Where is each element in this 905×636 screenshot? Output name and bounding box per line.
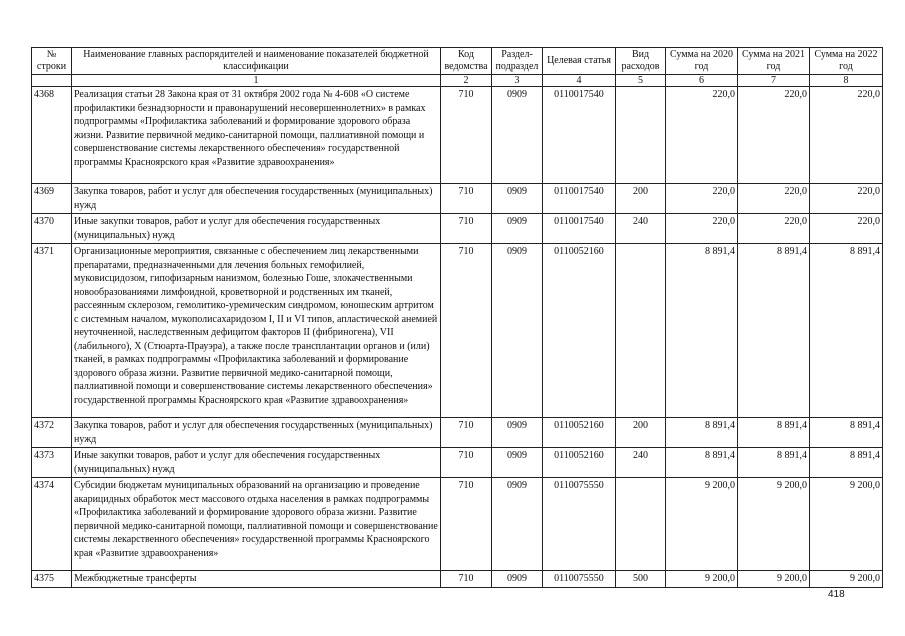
row-name: Иные закупки товаров, работ и услуг для обеспечения государственных (муниципальных) нужд <box>72 448 441 478</box>
header-name: Наименование главных распорядителей и наименование показателей бюджетной классификации <box>72 48 441 75</box>
row-number: 4372 <box>32 418 72 448</box>
row-amount-2021: 8 891,4 <box>738 244 810 418</box>
row-dept-code: 710 <box>441 448 492 478</box>
column-number: 3 <box>492 75 543 87</box>
row-target-article: 0110075550 <box>543 478 616 571</box>
row-amount-2020: 220,0 <box>666 214 738 244</box>
row-dept-code: 710 <box>441 418 492 448</box>
column-number <box>32 75 72 87</box>
row-amount-2021: 9 200,0 <box>738 571 810 588</box>
row-section: 0909 <box>492 448 543 478</box>
row-expense-kind: 200 <box>616 184 666 214</box>
header-row <box>32 48 883 75</box>
column-number: 6 <box>666 75 738 87</box>
row-expense-kind <box>616 244 666 418</box>
row-amount-2022: 220,0 <box>810 214 883 244</box>
row-target-article: 0110052160 <box>543 418 616 448</box>
row-section: 0909 <box>492 214 543 244</box>
row-section: 0909 <box>492 418 543 448</box>
row-dept-code: 710 <box>441 214 492 244</box>
row-section: 0909 <box>492 478 543 571</box>
table-row <box>32 214 883 244</box>
header-amount-2022: Сумма на 2022 год <box>810 48 883 75</box>
row-section: 0909 <box>492 571 543 588</box>
row-name: Закупка товаров, работ и услуг для обеспечения государственных (муниципальных) нужд <box>72 184 441 214</box>
row-amount-2020: 220,0 <box>666 184 738 214</box>
column-number: 7 <box>738 75 810 87</box>
row-expense-kind <box>616 87 666 184</box>
row-number: 4373 <box>32 448 72 478</box>
row-dept-code: 710 <box>441 478 492 571</box>
row-name: Реализация статьи 28 Закона края от 31 октября 2002 года № 4-608 «О системе профилактики безнадзорности и правонарушений несовершеннолетних» в рамках подпрограммы «Профилактика заболеваний и формирование здорового образа жизни. Развитие первичной медико-санитарной помощи, паллиативной помощи и совершенствование системы лекарственного обеспечения» государственной программы Красноярского края «Развитие здравоохранения» <box>72 87 441 184</box>
row-name: Межбюджетные трансферты <box>72 571 441 588</box>
row-target-article: 0110017540 <box>543 214 616 244</box>
row-name: Субсидии бюджетам муниципальных образований на организацию и проведение акарицидных обработок мест массового отдыха населения в рамках подпрограммы «Профилактика заболеваний и формирование здорового образа жизни. Развитие первичной медико-санитарной помощи, паллиативной помощи и совершенствование системы лекарственного обеспечения» государственной программы Красноярского края «Развитие здравоохранения» <box>72 478 441 571</box>
row-number: 4368 <box>32 87 72 184</box>
page-number: 418 <box>828 589 845 600</box>
row-amount-2021: 9 200,0 <box>738 478 810 571</box>
row-expense-kind: 200 <box>616 418 666 448</box>
row-dept-code: 710 <box>441 87 492 184</box>
table-row <box>32 87 883 184</box>
row-amount-2021: 220,0 <box>738 87 810 184</box>
row-name: Организационные мероприятия, связанные с обеспечением лиц лекарственными препаратами, предназначенными для лечения больных гемофилией, муковисцидозом, гипофизарным нанизмом, болезнью Гоше, злокачественными новообразованиями лимфоидной, кроветворной и родственных им тканей, рассеянным склерозом, гемолитико-уремическим синдромом, юношеским артритом с системным началом, мукополисахаридозом I, II и VI типов, апластической анемией неуточненной, наследственным дефицитом факторов II (фибриногена), VII (лабильного), X (Стюарта-Прауэра), а также после трансплантации органов и (или) тканей, в рамках подпрограммы «Профилактика заболеваний и формирование здорового образа жизни. Развитие первичной медико-санитарной помощи, паллиативной помощи и совершенствование системы лекарственного обеспечения» государственной программы Красноярского края «Развитие здравоохранения» <box>72 244 441 418</box>
row-amount-2020: 9 200,0 <box>666 478 738 571</box>
row-target-article: 0110075550 <box>543 571 616 588</box>
header-expense-kind: Вид расходов <box>616 48 666 75</box>
row-target-article: 0110052160 <box>543 448 616 478</box>
header-section: Раздел-подраздел <box>492 48 543 75</box>
row-section: 0909 <box>492 184 543 214</box>
row-section: 0909 <box>492 87 543 184</box>
row-expense-kind: 240 <box>616 448 666 478</box>
table-row <box>32 184 883 214</box>
row-amount-2022: 9 200,0 <box>810 478 883 571</box>
row-dept-code: 710 <box>441 184 492 214</box>
row-expense-kind: 240 <box>616 214 666 244</box>
row-section: 0909 <box>492 244 543 418</box>
column-number: 1 <box>72 75 441 87</box>
header-target-article: Целевая статья <box>543 48 616 75</box>
row-dept-code: 710 <box>441 244 492 418</box>
row-amount-2021: 220,0 <box>738 214 810 244</box>
row-amount-2022: 8 891,4 <box>810 418 883 448</box>
row-expense-kind: 500 <box>616 571 666 588</box>
budget-table <box>31 47 883 588</box>
row-number: 4375 <box>32 571 72 588</box>
row-number: 4371 <box>32 244 72 418</box>
table-row <box>32 244 883 418</box>
row-amount-2020: 8 891,4 <box>666 244 738 418</box>
row-amount-2020: 220,0 <box>666 87 738 184</box>
row-amount-2021: 220,0 <box>738 184 810 214</box>
column-number: 2 <box>441 75 492 87</box>
row-amount-2022: 220,0 <box>810 184 883 214</box>
row-number: 4369 <box>32 184 72 214</box>
row-target-article: 0110017540 <box>543 87 616 184</box>
row-amount-2021: 8 891,4 <box>738 448 810 478</box>
table-row <box>32 448 883 478</box>
row-amount-2020: 8 891,4 <box>666 418 738 448</box>
row-amount-2020: 8 891,4 <box>666 448 738 478</box>
row-amount-2020: 9 200,0 <box>666 571 738 588</box>
column-number: 4 <box>543 75 616 87</box>
header-amount-2020: Сумма на 2020 год <box>666 48 738 75</box>
row-target-article: 0110017540 <box>543 184 616 214</box>
row-number: 4370 <box>32 214 72 244</box>
header-row-number: № строки <box>32 48 72 75</box>
column-number-row <box>32 75 883 87</box>
row-name: Иные закупки товаров, работ и услуг для обеспечения государственных (муниципальных) нужд <box>72 214 441 244</box>
row-target-article: 0110052160 <box>543 244 616 418</box>
row-name: Закупка товаров, работ и услуг для обеспечения государственных (муниципальных) нужд <box>72 418 441 448</box>
row-amount-2022: 8 891,4 <box>810 244 883 418</box>
row-amount-2021: 8 891,4 <box>738 418 810 448</box>
column-number: 5 <box>616 75 666 87</box>
column-number: 8 <box>810 75 883 87</box>
header-dept-code: Код ведомства <box>441 48 492 75</box>
row-expense-kind <box>616 478 666 571</box>
row-amount-2022: 8 891,4 <box>810 448 883 478</box>
row-number: 4374 <box>32 478 72 571</box>
table-row <box>32 478 883 571</box>
row-amount-2022: 9 200,0 <box>810 571 883 588</box>
header-amount-2021: Сумма на 2021 год <box>738 48 810 75</box>
table-row <box>32 418 883 448</box>
row-dept-code: 710 <box>441 571 492 588</box>
row-amount-2022: 220,0 <box>810 87 883 184</box>
table-row <box>32 571 883 588</box>
